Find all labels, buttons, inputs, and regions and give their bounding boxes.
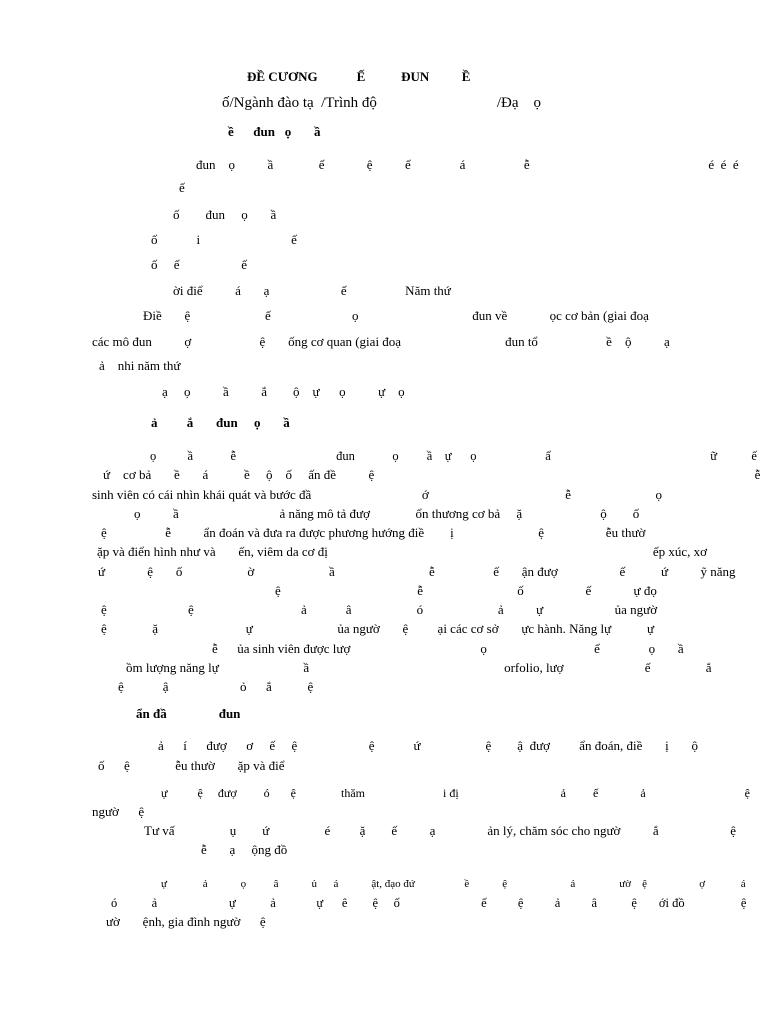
section1-line: ố đun ọ ầ xyxy=(173,207,277,222)
section3-line: ự ệ đượ ó ệ thăm i đị ả ế ả ệ xyxy=(161,786,750,800)
section3-line: Tư vấ ụ ứ é ặ ế ạ ản lý, chăm sóc cho ngườ ắ ệ xyxy=(144,823,736,838)
section2-line: ễ ủa sinh viên được lượ ọ ế ọ ầ xyxy=(212,641,684,656)
section-heading-3: ẩn đầ đun xyxy=(136,706,241,721)
section2-line: ọ ầ ễ đun ọ ầ ự ọ ấ ữ ế xyxy=(150,449,757,463)
section1-line: ế xyxy=(179,180,185,195)
section2-line: ọ ầ ả năng mô tả đượ ổn thương cơ bả ặ ộ ố xyxy=(134,506,640,521)
section3-line: ễ ạ ộng đồ xyxy=(201,842,288,857)
section1-line: ố ế ế xyxy=(151,257,248,272)
section1-line: Điề ệ ế ọ đun về ọc cơ bản (giai đoạ xyxy=(143,308,649,323)
section-heading-2: ả ắ đun ọ ầ xyxy=(151,415,290,430)
document-subtitle: ố/Ngành đào tạ /Trình độ /Đạ ọ xyxy=(222,95,542,111)
section1-line: đun ọ ầ ế ệ ế á ễ é é é xyxy=(196,157,739,172)
section2-line: ệ ặ ự ủa ngườ ệ ại các cơ sở ực hành. Năng lự ự xyxy=(101,621,655,636)
section2-line: ệ ậ ỏ ắ ệ xyxy=(118,679,314,694)
section2-line: ệ ễ ẩn đoán và đưa ra được phương hướng điề ị ệ ễu thườ xyxy=(101,525,646,540)
section3-line: ườ ệnh, gia đình ngườ ệ xyxy=(106,914,266,929)
section1-line: ố i ế xyxy=(151,232,297,247)
section-heading-1: ề đun ọ ầ xyxy=(228,124,321,139)
section2-line: ệ ệ ả â ó ả ự ủa ngườ xyxy=(101,602,658,617)
document-title: ĐỀ CƯƠNG Ế ĐUN Ề xyxy=(247,69,471,84)
section1-line: ả nhi năm thứ xyxy=(99,358,181,373)
section2-line: ệ ễ ố ế ự đọ xyxy=(275,583,657,598)
section3-line: ự ả ọ â ủ á ật, đạo đứ ề ệ ả ườ ệ ợ á xyxy=(161,878,746,890)
section3-line: ố ệ ễu thườ ặp và điể xyxy=(98,758,285,773)
section3-line: ả í đượ ơ ế ệ ệ ứ ệ ậ đượ ẩn đoán, điề ị ộ xyxy=(158,738,699,753)
section1-line: các mô đun ợ ệ ống cơ quan (giai đoạ đun tổ ề ộ ạ xyxy=(92,334,670,349)
section2-line: ứ ệ ố ờ ầ ễ ế ận đượ ế ứ ỹ năng xyxy=(98,564,736,579)
section1-line: ạ ọ ầ ắ ộ ự ọ ự ọ xyxy=(162,384,405,399)
section3-line: ó ả ự ả ự ê ệ ố ế ệ ả â ệ ới đồ ệ xyxy=(111,896,747,910)
section2-line: ồm lượng năng lự ầ orfolio, lượ ế ắ xyxy=(126,660,712,675)
section2-line: ứ cơ bả ề á ề ộ ố ấn đề ệ ễ xyxy=(103,467,761,482)
section1-line: ời điể á ạ ế Năm thứ xyxy=(173,283,451,298)
section2-line: ặp và điển hình như và ến, viêm da cơ đị ếp xúc, xơ xyxy=(97,544,708,559)
section2-line: sinh viên có cái nhìn khái quát và bước đầ ớ ễ ọ xyxy=(92,487,662,502)
section3-line: ngườ ệ xyxy=(92,804,145,819)
